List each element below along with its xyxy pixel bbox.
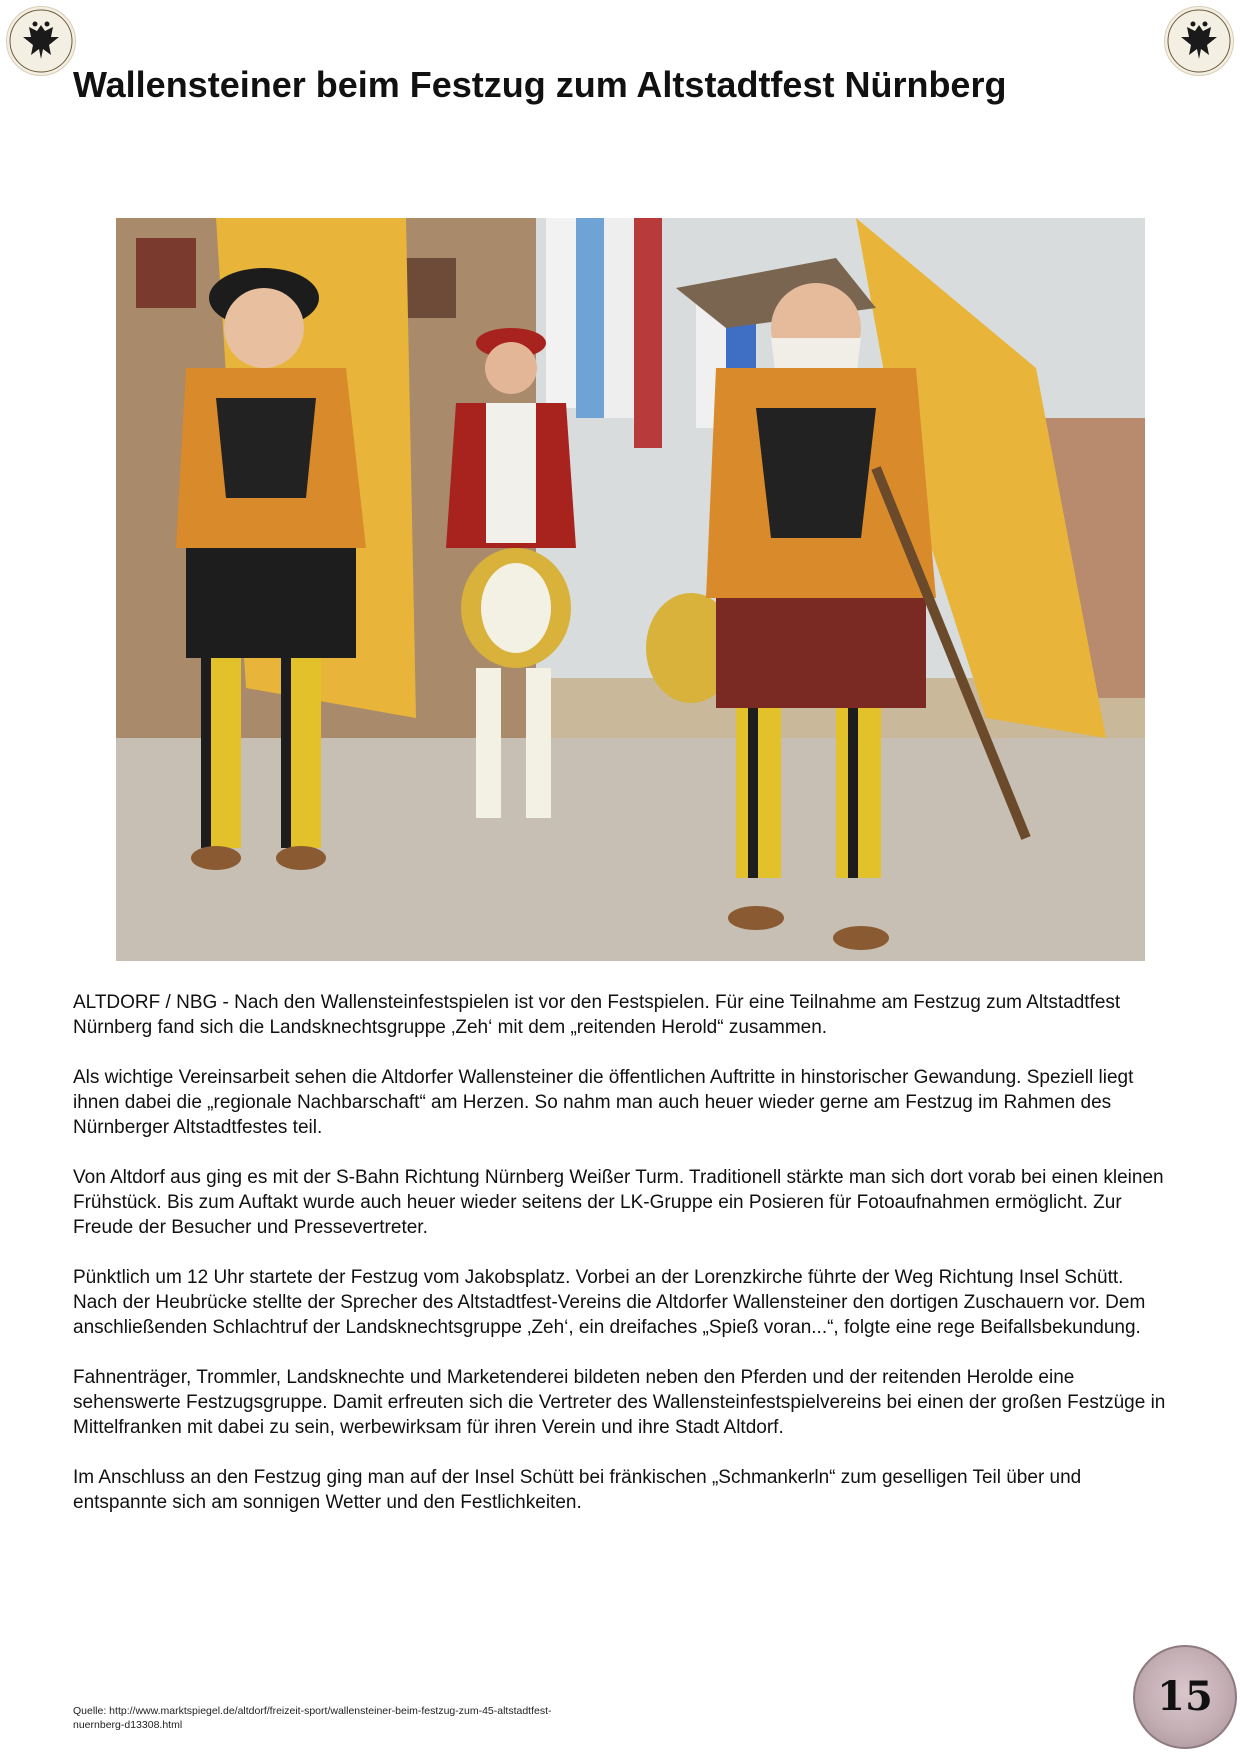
article-paragraph: Pünktlich um 12 Uhr startete der Festzug vom Jakobsplatz. Vorbei an der Lorenzkirche führte der Weg Richtung Insel Schütt. Nach der Heubrücke stellte der Sprecher des Altstadtfest-Vereins die Altdorfer Wallensteiner den dortigen Zuschauern vor. Dem anschließenden Schlachtruf der Landsknechtsgruppe ‚Zeh‘, ein dreifaches „Spieß voran...“, folgte eine rege Beifallsbekundung. [73, 1267, 1146, 1338]
page-title: Wallensteiner beim Festzug zum Altstadtfest Nürnberg [73, 64, 1007, 105]
article-paragraph: Von Altdorf aus ging es mit der S-Bahn Richtung Nürnberg Weißer Turm. Traditionell stärkte man sich dort vorab bei einen kleinen Frühstück. Bis zum Auftakt wurde auch heuer wieder seitens der LK-Gruppe ein Posieren für Fotoaufnahmen ermöglicht. Zur Freude der Besucher und Pressevertreter. [73, 1167, 1164, 1238]
article-paragraph: ALTDORF / NBG - Nach den Wallensteinfestspielen ist vor den Festspielen. Für eine Teilnahme am Festzug zum Altstadtfest Nürnberg fand sich die Landsknechtsgruppe ‚Zeh‘ mit dem „reitenden Herold“ zusammen. [73, 992, 1121, 1038]
seal-logo-right [1164, 6, 1234, 76]
parade-photo [116, 218, 1145, 961]
page-number: 15 [1157, 1673, 1213, 1720]
article-body [73, 990, 1173, 1540]
source-citation: Quelle: http://www.marktspiegel.de/altdorf/freizeit-sport/wallensteiner-beim-festzug-zum-45-altstadtfest-nuernberg-d13308.html [73, 1705, 552, 1731]
page-number-badge [1133, 1645, 1237, 1749]
article-paragraph: Im Anschluss an den Festzug ging man auf der Insel Schütt bei fränkischen „Schmankerln“ zum geselligen Teil über und entspannte sich am sonnigen Wetter und den Festlichkeiten. [73, 1467, 1082, 1513]
double-eagle-seal-icon [1165, 7, 1233, 75]
festival-parade-photo-icon [116, 218, 1145, 961]
article-paragraph: Fahnenträger, Trommler, Landsknechte und Marketenderei bildeten neben den Pferden und der reitenden Herolde eine sehenswerte Festzugsgruppe. Damit erfreuten sich die Vertreter des Wallensteinfestspielvereins bei einen der großen Festzüge in Mittelfranken mit dabei zu sein, werbewirksam für ihren Verein und ihre Stadt Altdorf. [73, 1367, 1166, 1438]
seal-logo-left [6, 6, 76, 76]
double-eagle-seal-icon [7, 7, 75, 75]
article-paragraph: Als wichtige Vereinsarbeit sehen die Altdorfer Wallensteiner die öffentlichen Auftritte in hinstorischer Gewandung. Speziell liegt ihnen dabei die „regionale Nachbarschaft“ am Herzen. So nahm man auch heuer wieder gerne am Festzug im Rahmen des Nürnberger Altstadtfestes teil. [73, 1067, 1134, 1138]
